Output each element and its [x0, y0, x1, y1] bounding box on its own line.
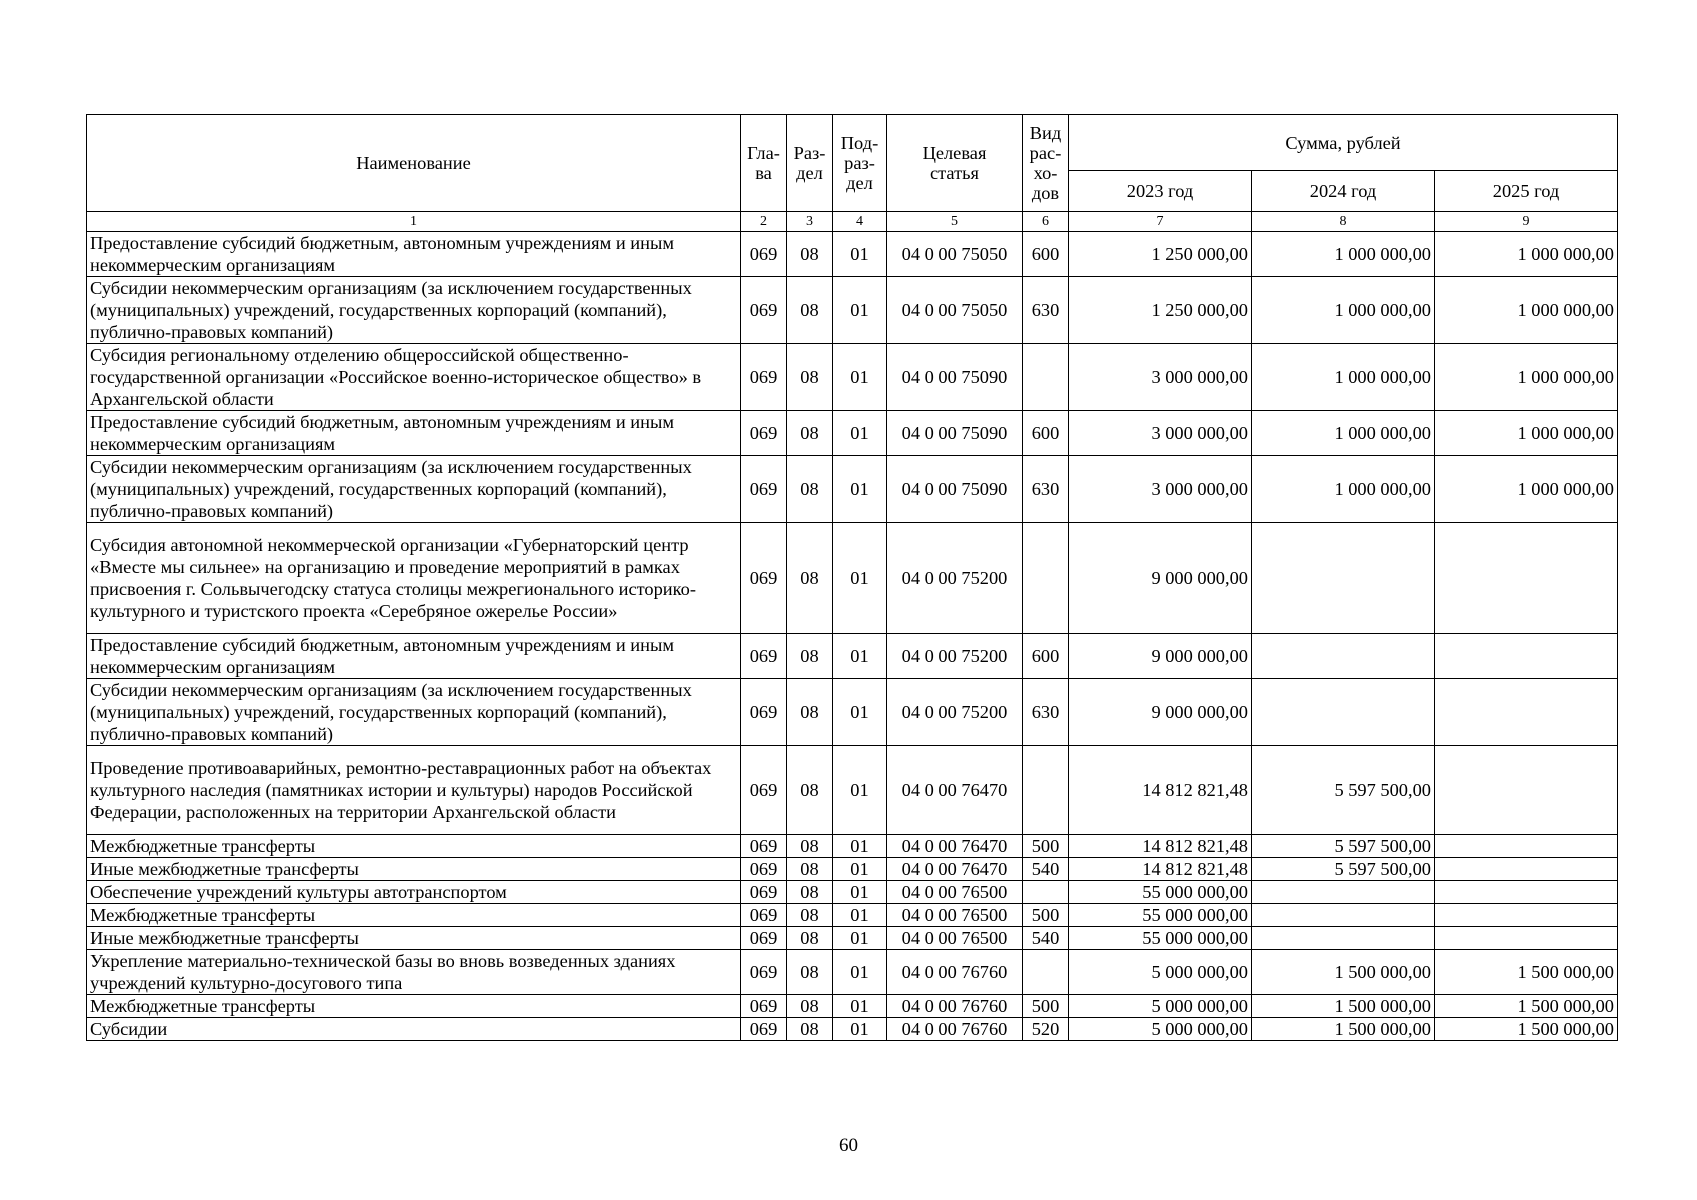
column-number: 4	[833, 212, 887, 232]
row-target: 04 0 00 75090	[887, 411, 1023, 456]
column-number: 7	[1069, 212, 1252, 232]
header-2023: 2023 год	[1069, 171, 1252, 212]
row-amount-2025	[1435, 904, 1618, 927]
header-razdel: Раз- дел	[787, 115, 833, 212]
row-glava: 069	[741, 277, 787, 344]
row-amount-2023: 9 000 000,00	[1069, 679, 1252, 746]
row-amount-2025	[1435, 679, 1618, 746]
row-podrazdel: 01	[833, 904, 887, 927]
row-vid: 500	[1023, 904, 1069, 927]
row-amount-2023: 14 812 821,48	[1069, 835, 1252, 858]
row-glava: 069	[741, 679, 787, 746]
row-target: 04 0 00 76500	[887, 927, 1023, 950]
table-row	[87, 950, 1618, 995]
header-2025: 2025 год	[1435, 171, 1618, 212]
row-amount-2024	[1252, 881, 1435, 904]
row-name: Укрепление материально-технической базы во вновь возведенных зданиях учреждений культурно-досугового типа	[87, 950, 741, 995]
row-target: 04 0 00 76470	[887, 746, 1023, 835]
table-row	[87, 634, 1618, 679]
row-vid: 540	[1023, 858, 1069, 881]
row-razdel: 08	[787, 835, 833, 858]
row-target: 04 0 00 75200	[887, 679, 1023, 746]
row-podrazdel: 01	[833, 1018, 887, 1041]
row-vid	[1023, 523, 1069, 634]
row-amount-2024	[1252, 679, 1435, 746]
row-podrazdel: 01	[833, 881, 887, 904]
row-name: Проведение противоаварийных, ремонтно-реставрационных работ на объектах культурного наследия (памятниках истории и культуры) народов Российской Федерации, расположенных на территории Архангельской области	[87, 746, 741, 835]
row-vid: 600	[1023, 634, 1069, 679]
row-vid	[1023, 881, 1069, 904]
row-name: Субсидии некоммерческим организациям (за исключением государственных (муниципальных) учреждений, государственных корпораций (компаний), публично-правовых компаний)	[87, 456, 741, 523]
row-glava: 069	[741, 456, 787, 523]
row-amount-2025: 1 000 000,00	[1435, 232, 1618, 277]
row-amount-2024	[1252, 904, 1435, 927]
row-amount-2023: 5 000 000,00	[1069, 1018, 1252, 1041]
table-row	[87, 344, 1618, 411]
page-number: 60	[839, 1135, 858, 1156]
row-amount-2023: 1 250 000,00	[1069, 277, 1252, 344]
column-number: 6	[1023, 212, 1069, 232]
row-amount-2024	[1252, 523, 1435, 634]
row-podrazdel: 01	[833, 277, 887, 344]
row-glava: 069	[741, 927, 787, 950]
row-amount-2025: 1 500 000,00	[1435, 995, 1618, 1018]
row-amount-2025	[1435, 634, 1618, 679]
row-amount-2025: 1 000 000,00	[1435, 411, 1618, 456]
header-vid: Вид рас- хо- дов	[1023, 115, 1069, 212]
budget-table	[86, 114, 1618, 1041]
header-target: Целевая статья	[887, 115, 1023, 212]
column-number: 3	[787, 212, 833, 232]
row-glava: 069	[741, 858, 787, 881]
row-glava: 069	[741, 746, 787, 835]
row-razdel: 08	[787, 927, 833, 950]
row-glava: 069	[741, 904, 787, 927]
row-vid	[1023, 950, 1069, 995]
column-number: 5	[887, 212, 1023, 232]
row-target: 04 0 00 76470	[887, 858, 1023, 881]
column-number: 8	[1252, 212, 1435, 232]
row-amount-2023: 9 000 000,00	[1069, 523, 1252, 634]
row-vid: 540	[1023, 927, 1069, 950]
row-target: 04 0 00 76760	[887, 950, 1023, 995]
row-amount-2023: 55 000 000,00	[1069, 881, 1252, 904]
row-glava: 069	[741, 950, 787, 995]
row-vid: 500	[1023, 995, 1069, 1018]
row-amount-2023: 14 812 821,48	[1069, 858, 1252, 881]
row-amount-2025	[1435, 746, 1618, 835]
row-name: Иные межбюджетные трансферты	[87, 858, 741, 881]
row-glava: 069	[741, 634, 787, 679]
row-vid: 520	[1023, 1018, 1069, 1041]
row-razdel: 08	[787, 523, 833, 634]
row-amount-2024: 1 000 000,00	[1252, 232, 1435, 277]
row-podrazdel: 01	[833, 950, 887, 995]
table-row	[87, 679, 1618, 746]
row-name: Предоставление субсидий бюджетным, автономным учреждениям и иным некоммерческим организациям	[87, 634, 741, 679]
row-razdel: 08	[787, 634, 833, 679]
row-razdel: 08	[787, 881, 833, 904]
row-target: 04 0 00 76470	[887, 835, 1023, 858]
row-name: Предоставление субсидий бюджетным, автономным учреждениям и иным некоммерческим организациям	[87, 232, 741, 277]
row-amount-2023: 14 812 821,48	[1069, 746, 1252, 835]
row-target: 04 0 00 75200	[887, 523, 1023, 634]
header-podrazdel: Под- раз- дел	[833, 115, 887, 212]
row-glava: 069	[741, 1018, 787, 1041]
row-glava: 069	[741, 881, 787, 904]
row-target: 04 0 00 76760	[887, 995, 1023, 1018]
table-row	[87, 746, 1618, 835]
table-row	[87, 523, 1618, 634]
row-name: Субсидия региональному отделению общероссийской общественно-государственной организации «Российское военно-историческое общество» в Архангельской области	[87, 344, 741, 411]
row-name: Обеспечение учреждений культуры автотранспортом	[87, 881, 741, 904]
row-podrazdel: 01	[833, 679, 887, 746]
row-podrazdel: 01	[833, 634, 887, 679]
table-row	[87, 881, 1618, 904]
row-razdel: 08	[787, 456, 833, 523]
header-glava: Гла- ва	[741, 115, 787, 212]
row-podrazdel: 01	[833, 835, 887, 858]
column-number: 1	[87, 212, 741, 232]
table-row	[87, 927, 1618, 950]
row-name: Межбюджетные трансферты	[87, 995, 741, 1018]
row-razdel: 08	[787, 1018, 833, 1041]
row-amount-2024	[1252, 634, 1435, 679]
row-name: Межбюджетные трансферты	[87, 904, 741, 927]
row-amount-2025: 1 500 000,00	[1435, 950, 1618, 995]
row-razdel: 08	[787, 746, 833, 835]
row-amount-2023: 5 000 000,00	[1069, 995, 1252, 1018]
row-amount-2024: 1 000 000,00	[1252, 411, 1435, 456]
table-row	[87, 277, 1618, 344]
row-podrazdel: 01	[833, 232, 887, 277]
row-vid	[1023, 344, 1069, 411]
row-amount-2024	[1252, 927, 1435, 950]
row-target: 04 0 00 75200	[887, 634, 1023, 679]
table-row	[87, 835, 1618, 858]
row-amount-2024: 1 000 000,00	[1252, 344, 1435, 411]
table-row	[87, 995, 1618, 1018]
header-sum: Сумма, рублей	[1069, 115, 1618, 171]
row-name: Субсидии	[87, 1018, 741, 1041]
table-row	[87, 456, 1618, 523]
column-number-row	[87, 212, 1618, 232]
row-razdel: 08	[787, 411, 833, 456]
header-name: Наименование	[87, 115, 741, 212]
row-target: 04 0 00 76500	[887, 904, 1023, 927]
row-glava: 069	[741, 835, 787, 858]
row-razdel: 08	[787, 679, 833, 746]
row-name: Межбюджетные трансферты	[87, 835, 741, 858]
row-vid: 600	[1023, 411, 1069, 456]
row-podrazdel: 01	[833, 995, 887, 1018]
row-amount-2023: 55 000 000,00	[1069, 927, 1252, 950]
header-2024: 2024 год	[1252, 171, 1435, 212]
row-podrazdel: 01	[833, 456, 887, 523]
row-razdel: 08	[787, 904, 833, 927]
row-razdel: 08	[787, 950, 833, 995]
row-name: Субсидии некоммерческим организациям (за исключением государственных (муниципальных) учреждений, государственных корпораций (компаний), публично-правовых компаний)	[87, 277, 741, 344]
row-name: Субсидия автономной некоммерческой организации «Губернаторский центр «Вместе мы сильнее» на организацию и проведение мероприятий в рамках присвоения г. Сольвычегодску статуса столицы межрегионального историко-культурного и туристского проекта «Серебряное ожерелье России»	[87, 523, 741, 634]
table-row	[87, 1018, 1618, 1041]
table-row	[87, 858, 1618, 881]
row-podrazdel: 01	[833, 523, 887, 634]
row-target: 04 0 00 76760	[887, 1018, 1023, 1041]
row-amount-2023: 9 000 000,00	[1069, 634, 1252, 679]
row-amount-2023: 5 000 000,00	[1069, 950, 1252, 995]
row-glava: 069	[741, 232, 787, 277]
row-amount-2024: 1 500 000,00	[1252, 1018, 1435, 1041]
row-vid: 630	[1023, 456, 1069, 523]
row-vid	[1023, 746, 1069, 835]
table-row	[87, 232, 1618, 277]
row-target: 04 0 00 75090	[887, 344, 1023, 411]
row-vid: 630	[1023, 679, 1069, 746]
row-target: 04 0 00 76500	[887, 881, 1023, 904]
row-name: Иные межбюджетные трансферты	[87, 927, 741, 950]
row-razdel: 08	[787, 277, 833, 344]
row-podrazdel: 01	[833, 858, 887, 881]
column-number: 2	[741, 212, 787, 232]
row-amount-2024: 1 000 000,00	[1252, 456, 1435, 523]
row-glava: 069	[741, 344, 787, 411]
row-amount-2024: 1 000 000,00	[1252, 277, 1435, 344]
table-row	[87, 904, 1618, 927]
row-amount-2024: 5 597 500,00	[1252, 835, 1435, 858]
row-amount-2023: 3 000 000,00	[1069, 344, 1252, 411]
row-amount-2025	[1435, 523, 1618, 634]
row-name: Субсидии некоммерческим организациям (за исключением государственных (муниципальных) учреждений, государственных корпораций (компаний), публично-правовых компаний)	[87, 679, 741, 746]
row-glava: 069	[741, 995, 787, 1018]
row-amount-2023: 55 000 000,00	[1069, 904, 1252, 927]
row-vid: 600	[1023, 232, 1069, 277]
row-amount-2024: 1 500 000,00	[1252, 995, 1435, 1018]
row-target: 04 0 00 75050	[887, 232, 1023, 277]
row-target: 04 0 00 75050	[887, 277, 1023, 344]
header-row	[87, 115, 1618, 171]
row-razdel: 08	[787, 344, 833, 411]
row-podrazdel: 01	[833, 746, 887, 835]
row-amount-2024: 1 500 000,00	[1252, 950, 1435, 995]
row-glava: 069	[741, 411, 787, 456]
row-vid: 630	[1023, 277, 1069, 344]
row-glava: 069	[741, 523, 787, 634]
table-row	[87, 411, 1618, 456]
row-amount-2025: 1 000 000,00	[1435, 277, 1618, 344]
row-razdel: 08	[787, 858, 833, 881]
row-amount-2025: 1 500 000,00	[1435, 1018, 1618, 1041]
row-amount-2024: 5 597 500,00	[1252, 858, 1435, 881]
column-number: 9	[1435, 212, 1618, 232]
row-amount-2023: 1 250 000,00	[1069, 232, 1252, 277]
row-podrazdel: 01	[833, 411, 887, 456]
row-razdel: 08	[787, 995, 833, 1018]
row-amount-2025	[1435, 835, 1618, 858]
row-amount-2025	[1435, 881, 1618, 904]
row-amount-2025: 1 000 000,00	[1435, 456, 1618, 523]
row-amount-2025: 1 000 000,00	[1435, 344, 1618, 411]
row-podrazdel: 01	[833, 927, 887, 950]
row-target: 04 0 00 75090	[887, 456, 1023, 523]
row-podrazdel: 01	[833, 344, 887, 411]
row-name: Предоставление субсидий бюджетным, автономным учреждениям и иным некоммерческим организациям	[87, 411, 741, 456]
row-amount-2023: 3 000 000,00	[1069, 411, 1252, 456]
row-amount-2023: 3 000 000,00	[1069, 456, 1252, 523]
row-vid: 500	[1023, 835, 1069, 858]
row-razdel: 08	[787, 232, 833, 277]
row-amount-2024: 5 597 500,00	[1252, 746, 1435, 835]
row-amount-2025	[1435, 927, 1618, 950]
row-amount-2025	[1435, 858, 1618, 881]
